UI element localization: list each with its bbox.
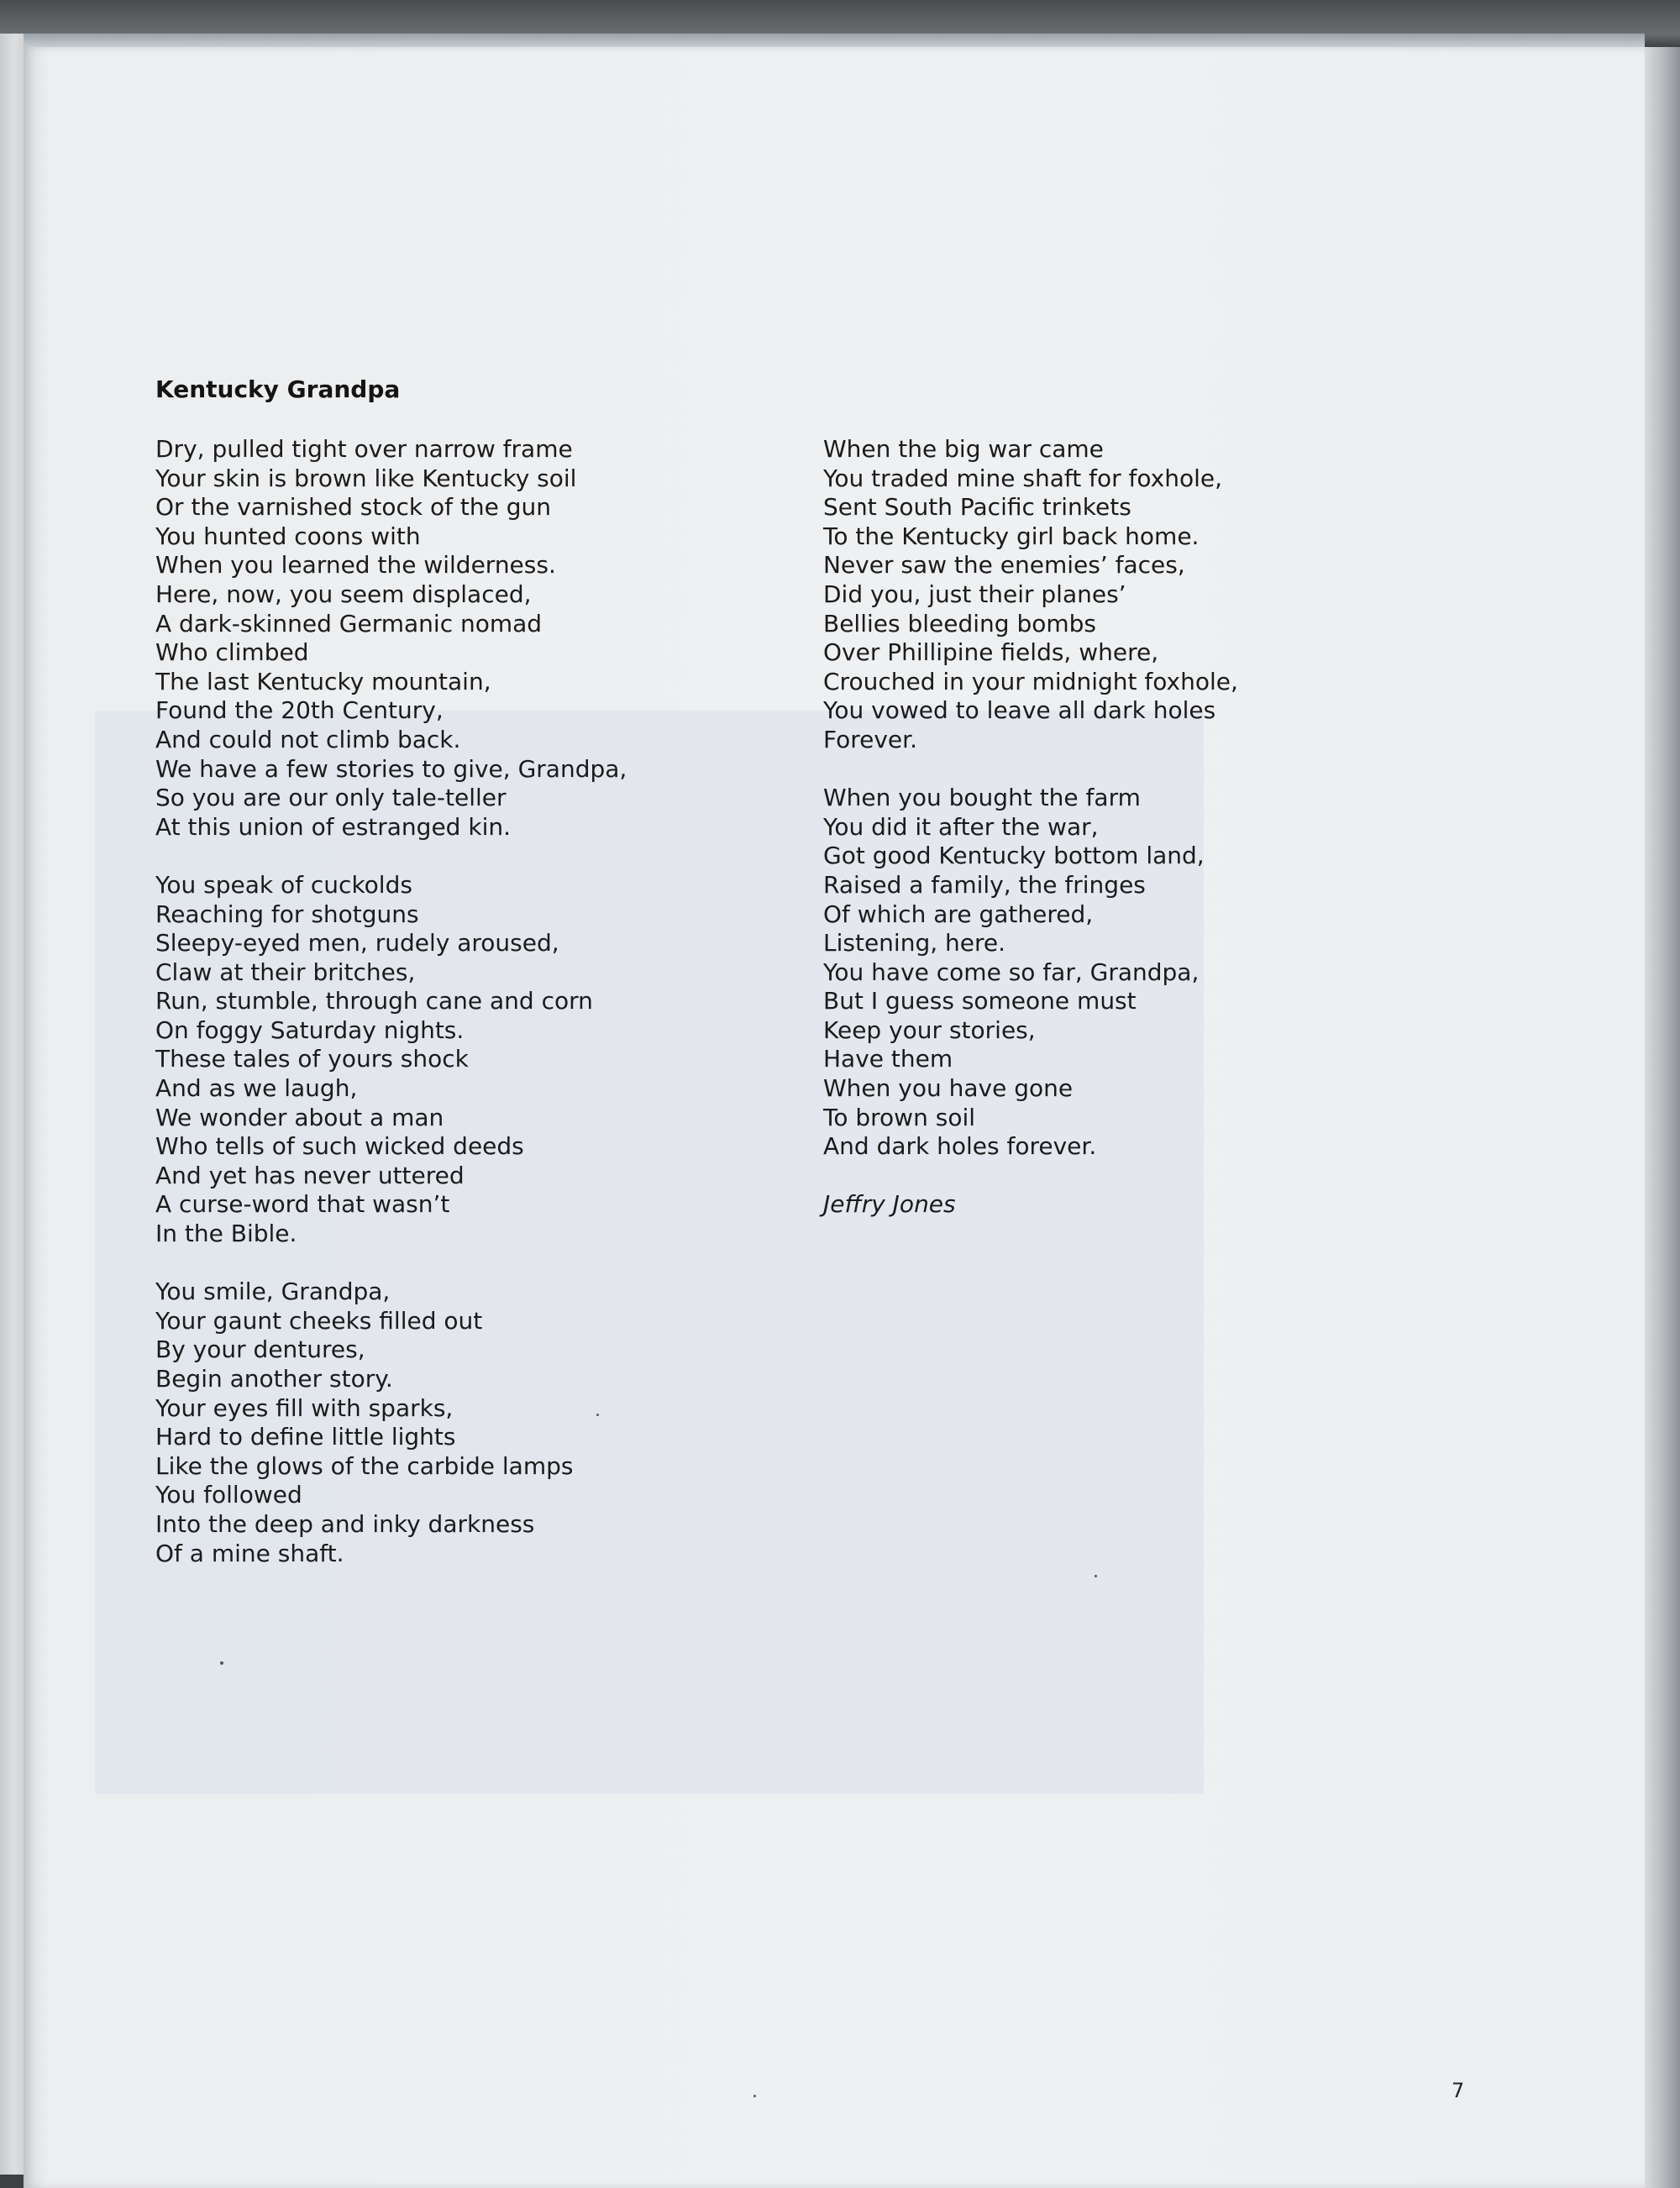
- poem-line: And dark holes forever.: [823, 1132, 1097, 1161]
- poem-line: Or the varnished stock of the gun: [155, 493, 552, 522]
- paper-speck: [596, 1414, 599, 1416]
- poem-line: Sleepy-eyed men, rudely aroused,: [155, 929, 559, 958]
- poem-line: Of a mine shaft.: [155, 1539, 344, 1567]
- poem-line: When the big war came: [823, 435, 1104, 463]
- poem-line: In the Bible.: [155, 1220, 297, 1248]
- poem-line: But I guess someone must: [823, 987, 1137, 1015]
- poem-line: You have come so far, Grandpa,: [823, 958, 1200, 986]
- poem-line: And could not climb back.: [155, 725, 461, 753]
- stanza-3: [155, 1278, 794, 1568]
- poem-line: Hard to define little lights: [155, 1423, 456, 1451]
- poem-line: Your gaunt cheeks filled out: [155, 1306, 483, 1335]
- poem-left-column: [155, 435, 794, 1598]
- poem-line: Who climbed: [155, 638, 309, 667]
- stanza-1: [155, 435, 794, 842]
- poem-line: Listening, here.: [823, 929, 1006, 958]
- poem-author: Jeffry Jones: [823, 1190, 956, 1219]
- poem-title: Kentucky Grandpa: [155, 375, 401, 403]
- poem-line: Run, stumble, through cane and corn: [155, 987, 593, 1015]
- poem-line: Bellies bleeding bombs: [823, 609, 1097, 638]
- poem-line: A dark-skinned Germanic nomad: [155, 609, 543, 638]
- poem-line: To the Kentucky girl back home.: [823, 522, 1200, 550]
- paper-speck: [753, 2095, 756, 2097]
- poem-line: Reaching for shotguns: [155, 900, 419, 928]
- poem-line: Your eyes fill with sparks,: [155, 1393, 454, 1422]
- poem-line: Crouched in your midnight foxhole,: [823, 667, 1238, 695]
- poem-line: You smile, Grandpa,: [155, 1278, 391, 1306]
- poem-line: And as we laugh,: [155, 1074, 358, 1103]
- poem-line: Found the 20th Century,: [155, 696, 444, 725]
- page-number: 7: [1452, 2079, 1465, 2102]
- binding-edge: [0, 34, 24, 2175]
- poem-line: And yet has never uttered: [155, 1161, 465, 1189]
- poem-line: Here, now, you seem displaced,: [155, 580, 532, 608]
- poem-line: Of which are gathered,: [823, 900, 1094, 928]
- poem-line: Over Phillipine fields, where,: [823, 638, 1159, 667]
- poem-line: Forever.: [823, 725, 917, 753]
- poem-line: On foggy Saturday nights.: [155, 1015, 465, 1044]
- poem-line: Got good Kentucky bottom land,: [823, 842, 1205, 870]
- poem-line: Sent South Pacific trinkets: [823, 493, 1131, 522]
- poem-line: So you are our only tale-teller: [155, 784, 507, 812]
- poem-line: Into the deep and inky darkness: [155, 1509, 535, 1538]
- poem-line: Never saw the enemies’ faces,: [823, 551, 1185, 580]
- stanza-4: [823, 435, 1462, 755]
- poem-line: Keep your stories,: [823, 1015, 1036, 1044]
- poem-line: When you have gone: [823, 1074, 1074, 1103]
- poem-line: Like the glows of the carbide lamps: [155, 1451, 574, 1480]
- poem-line: Have them: [823, 1045, 953, 1073]
- poem-line: We wonder about a man: [155, 1103, 444, 1131]
- paper-speck: [1095, 1575, 1097, 1577]
- poem-line: When you learned the wilderness.: [155, 551, 556, 580]
- poem-line: You followed: [155, 1481, 302, 1509]
- poem-line: Did you, just their planes’: [823, 580, 1126, 608]
- poem-line: Dry, pulled tight over narrow frame: [155, 435, 573, 463]
- poem-line: You speak of cuckolds: [155, 870, 412, 899]
- poem-line: Your skin is brown like Kentucky soil: [155, 464, 577, 492]
- poem-right-column: [823, 435, 1462, 1220]
- poem-line: By your dentures,: [155, 1335, 365, 1364]
- page-right-edge: [1645, 47, 1680, 2188]
- poem-line: You hunted coons with: [155, 522, 421, 550]
- poem-line: A curse-word that wasn’t: [155, 1190, 450, 1219]
- poem-line: When you bought the farm: [823, 784, 1141, 812]
- poem-line: You vowed to leave all dark holes: [823, 696, 1216, 725]
- poem-line: You did it after the war,: [823, 812, 1099, 841]
- poem-line: Who tells of such wicked deeds: [155, 1132, 524, 1161]
- poem-line: Begin another story.: [155, 1365, 393, 1393]
- poem-line: Raised a family, the fringes: [823, 870, 1146, 899]
- poem-line: These tales of yours shock: [155, 1045, 469, 1073]
- poem-line: Claw at their britches,: [155, 958, 416, 986]
- poem-line: We have a few stories to give, Grandpa,: [155, 754, 627, 783]
- poem-line: The last Kentucky mountain,: [155, 667, 491, 695]
- stanza-5: [823, 784, 1462, 1162]
- stanza-2: [155, 871, 794, 1249]
- poem-line: At this union of estranged kin.: [155, 812, 511, 841]
- poem-line: To brown soil: [823, 1103, 976, 1131]
- paper-speck: [220, 1661, 223, 1665]
- poem-line: You traded mine shaft for foxhole,: [823, 464, 1223, 492]
